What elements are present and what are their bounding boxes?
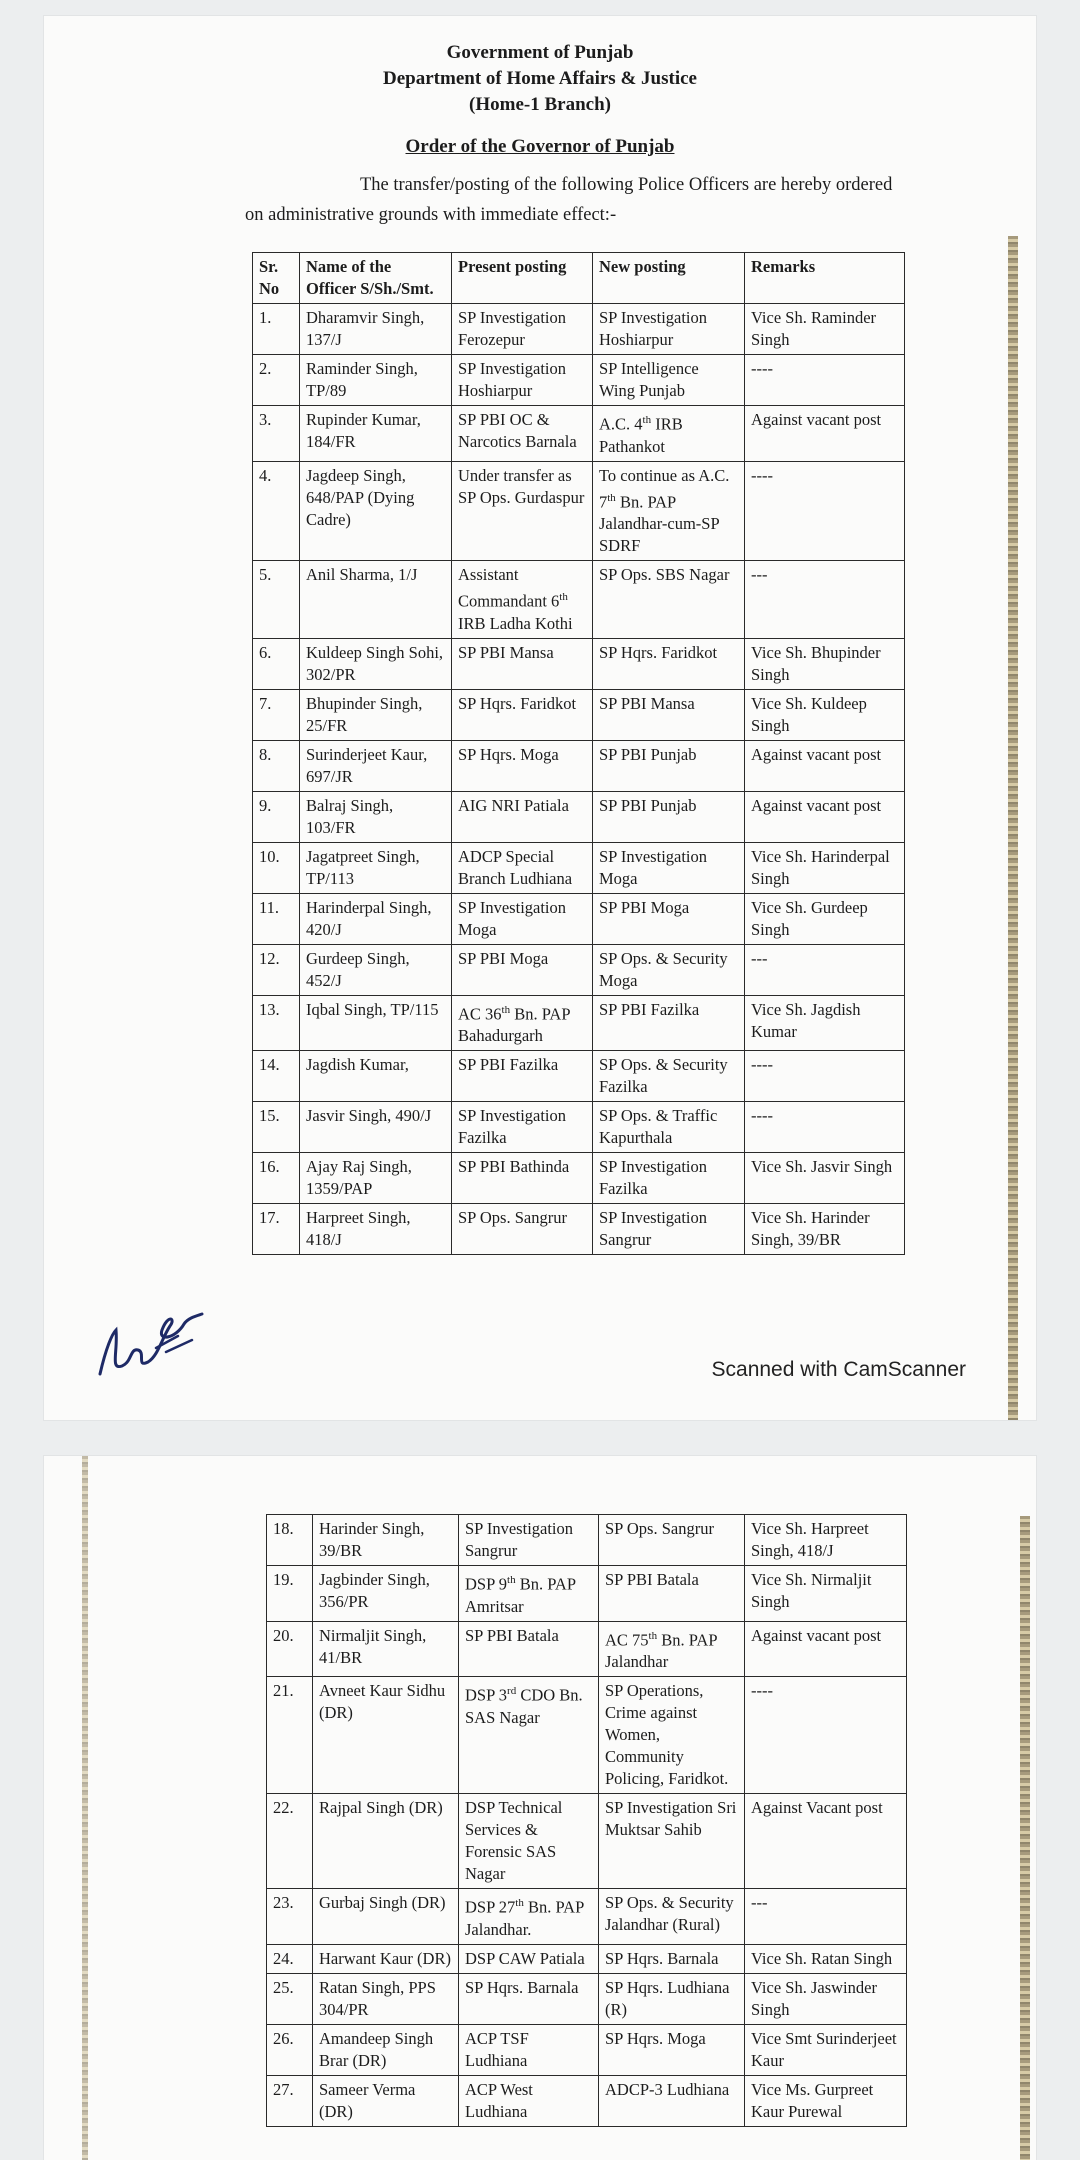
col-header-remarks: Remarks: [745, 253, 905, 304]
cell-present-posting: SP PBI Fazilka: [452, 1051, 593, 1102]
cell-new-posting: SP PBI Moga: [593, 893, 745, 944]
cell-sr: 5.: [253, 561, 300, 639]
cell-officer-name: Ajay Raj Singh, 1359/PAP: [300, 1153, 452, 1204]
cell-new-posting: SP Ops. & Security Jalandhar (Rural): [599, 1889, 745, 1945]
cell-new-posting: SP Intelligence Wing Punjab: [593, 355, 745, 406]
order-title: Order of the Governor of Punjab: [405, 136, 675, 157]
cell-present-posting: SP Investigation Ferozepur: [452, 304, 593, 355]
table-row: [253, 944, 905, 995]
cell-officer-name: Anil Sharma, 1/J: [300, 561, 452, 639]
cell-new-posting: SP Hqrs. Faridkot: [593, 638, 745, 689]
cell-remarks: Against vacant post: [745, 406, 905, 462]
cell-officer-name: Sameer Verma (DR): [313, 2075, 459, 2126]
table-row: [267, 1944, 907, 1973]
cell-present-posting: DSP CAW Patiala: [459, 1944, 599, 1973]
cell-present-posting: SP Investigation Fazilka: [452, 1102, 593, 1153]
cell-present-posting: SP Hqrs. Barnala: [459, 1973, 599, 2024]
cell-present-posting: SP PBI Moga: [452, 944, 593, 995]
table-row: [267, 1973, 907, 2024]
cell-remarks: Vice Sh. Gurdeep Singh: [745, 893, 905, 944]
cell-officer-name: Ratan Singh, PPS 304/PR: [313, 1973, 459, 2024]
scan-edge-strip: [1020, 1516, 1030, 2160]
cell-present-posting: ACP TSF Ludhiana: [459, 2024, 599, 2075]
cell-remarks: Vice Sh. Harpreet Singh, 418/J: [745, 1515, 907, 1566]
scan-edge-strip-left: [82, 1456, 88, 2160]
cell-officer-name: Bhupinder Singh, 25/FR: [300, 689, 452, 740]
cell-sr: 12.: [253, 944, 300, 995]
cell-sr: 21.: [267, 1677, 313, 1794]
cell-new-posting: SP PBI Batala: [599, 1566, 745, 1622]
cell-present-posting: Under transfer as SP Ops. Gurdaspur: [452, 461, 593, 561]
cell-present-posting: SP Hqrs. Faridkot: [452, 689, 593, 740]
cell-remarks: Vice Sh. Jaswinder Singh: [745, 1973, 907, 2024]
cell-officer-name: Iqbal Singh, TP/115: [300, 995, 452, 1051]
cell-sr: 27.: [267, 2075, 313, 2126]
table-row: [267, 1794, 907, 1889]
cell-present-posting: ADCP Special Branch Ludhiana: [452, 842, 593, 893]
cell-remarks: Vice Sh. Harinder Singh, 39/BR: [745, 1204, 905, 1255]
cell-officer-name: Harinderpal Singh, 420/J: [300, 893, 452, 944]
cell-remarks: ---: [745, 944, 905, 995]
cell-remarks: Vice Sh. Kuldeep Singh: [745, 689, 905, 740]
table-row: [253, 893, 905, 944]
cell-present-posting: DSP 27th Bn. PAP Jalandhar.: [459, 1889, 599, 1945]
cell-officer-name: Kuldeep Singh Sohi, 302/PR: [300, 638, 452, 689]
table-row: [253, 1051, 905, 1102]
table-row: [253, 1153, 905, 1204]
cell-remarks: Vice Smt Surinderjeet Kaur: [745, 2024, 907, 2075]
cell-present-posting: SP PBI Mansa: [452, 638, 593, 689]
cell-officer-name: Rajpal Singh (DR): [313, 1794, 459, 1889]
cell-sr: 19.: [267, 1566, 313, 1622]
cell-officer-name: Rupinder Kumar, 184/FR: [300, 406, 452, 462]
cell-sr: 16.: [253, 1153, 300, 1204]
cell-remarks: Vice Sh. Jasvir Singh: [745, 1153, 905, 1204]
cell-present-posting: SP Ops. Sangrur: [452, 1204, 593, 1255]
table-row: [253, 561, 905, 639]
cell-new-posting: SP PBI Punjab: [593, 740, 745, 791]
table-row: [253, 406, 905, 462]
cell-new-posting: A.C. 4th IRB Pathankot: [593, 406, 745, 462]
table-row: [253, 1102, 905, 1153]
cell-sr: 22.: [267, 1794, 313, 1889]
cell-officer-name: Jagdish Kumar,: [300, 1051, 452, 1102]
cell-present-posting: DSP 9th Bn. PAP Amritsar: [459, 1566, 599, 1622]
table-row: [267, 2075, 907, 2126]
cell-remarks: ----: [745, 461, 905, 561]
cell-remarks: Against vacant post: [745, 740, 905, 791]
cell-remarks: ----: [745, 1677, 907, 1794]
cell-officer-name: Jagdeep Singh, 648/PAP (Dying Cadre): [300, 461, 452, 561]
intro-line-2: on administrative grounds with immediate effect:-: [245, 205, 617, 225]
cell-new-posting: SP Investigation Hoshiarpur: [593, 304, 745, 355]
cell-present-posting: SP PBI Batala: [459, 1621, 599, 1677]
table-row: [267, 2024, 907, 2075]
table-row: [253, 461, 905, 561]
cell-new-posting: SP PBI Mansa: [593, 689, 745, 740]
cell-sr: 6.: [253, 638, 300, 689]
signature-mark: [92, 1278, 212, 1388]
cell-sr: 7.: [253, 689, 300, 740]
col-header-new: New posting: [593, 253, 745, 304]
cell-officer-name: Nirmaljit Singh, 41/BR: [313, 1621, 459, 1677]
cell-new-posting: SP Operations, Crime against Women, Community Policing, Faridkot.: [599, 1677, 745, 1794]
cell-remarks: Vice Sh. Bhupinder Singh: [745, 638, 905, 689]
table-row: [253, 740, 905, 791]
table-row: [253, 791, 905, 842]
cell-remarks: ---: [745, 1889, 907, 1945]
cell-sr: 17.: [253, 1204, 300, 1255]
cell-officer-name: Harwant Kaur (DR): [313, 1944, 459, 1973]
cell-sr: 9.: [253, 791, 300, 842]
table-row: [267, 1621, 907, 1677]
cell-officer-name: Jagbinder Singh, 356/PR: [313, 1566, 459, 1622]
cell-officer-name: Surinderjeet Kaur, 697/JR: [300, 740, 452, 791]
table-row: [253, 1204, 905, 1255]
cell-new-posting: SP Investigation Sangrur: [593, 1204, 745, 1255]
cell-new-posting: AC 75th Bn. PAP Jalandhar: [599, 1621, 745, 1677]
cell-present-posting: SP PBI OC & Narcotics Barnala: [452, 406, 593, 462]
cell-sr: 15.: [253, 1102, 300, 1153]
col-header-present: Present posting: [452, 253, 593, 304]
cell-sr: 1.: [253, 304, 300, 355]
table-header-row: [253, 253, 905, 304]
cell-present-posting: AIG NRI Patiala: [452, 791, 593, 842]
cell-sr: 11.: [253, 893, 300, 944]
intro-line-1: The transfer/posting of the following Police Officers are hereby ordered: [360, 175, 893, 195]
cell-remarks: Against Vacant post: [745, 1794, 907, 1889]
cell-new-posting: SP Ops. & Security Moga: [593, 944, 745, 995]
document-page-2: [44, 1456, 1036, 2160]
cell-present-posting: SP Investigation Sangrur: [459, 1515, 599, 1566]
cell-remarks: ----: [745, 355, 905, 406]
cell-remarks: Vice Sh. Jagdish Kumar: [745, 995, 905, 1051]
header-government: Government of Punjab: [446, 42, 634, 63]
table-row: [253, 304, 905, 355]
table-row: [267, 1677, 907, 1794]
cell-remarks: Vice Sh. Nirmaljit Singh: [745, 1566, 907, 1622]
cell-present-posting: SP Investigation Moga: [452, 893, 593, 944]
cell-remarks: Vice Sh. Raminder Singh: [745, 304, 905, 355]
cell-officer-name: Jagatpreet Singh, TP/113: [300, 842, 452, 893]
cell-sr: 10.: [253, 842, 300, 893]
cell-present-posting: SP Hqrs. Moga: [452, 740, 593, 791]
cell-new-posting: SP Hqrs. Moga: [599, 2024, 745, 2075]
cell-present-posting: SP Investigation Hoshiarpur: [452, 355, 593, 406]
cell-sr: 26.: [267, 2024, 313, 2075]
cell-sr: 18.: [267, 1515, 313, 1566]
cell-sr: 2.: [253, 355, 300, 406]
cell-remarks: Vice Sh. Ratan Singh: [745, 1944, 907, 1973]
cell-officer-name: Harinder Singh, 39/BR: [313, 1515, 459, 1566]
table-row: [267, 1889, 907, 1945]
header-branch: (Home-1 Branch): [469, 94, 611, 115]
cell-remarks: Vice Ms. Gurpreet Kaur Purewal: [745, 2075, 907, 2126]
cell-sr: 8.: [253, 740, 300, 791]
cell-officer-name: Avneet Kaur Sidhu (DR): [313, 1677, 459, 1794]
cell-remarks: ---: [745, 561, 905, 639]
cell-officer-name: Amandeep Singh Brar (DR): [313, 2024, 459, 2075]
table-row: [267, 1566, 907, 1622]
cell-officer-name: Harpreet Singh, 418/J: [300, 1204, 452, 1255]
cell-new-posting: SP Ops. Sangrur: [599, 1515, 745, 1566]
cell-new-posting: SP Investigation Fazilka: [593, 1153, 745, 1204]
table-row: [253, 689, 905, 740]
cell-sr: 3.: [253, 406, 300, 462]
cell-sr: 4.: [253, 461, 300, 561]
posting-table-continued: [266, 1514, 907, 2127]
cell-sr: 14.: [253, 1051, 300, 1102]
table-row: [267, 1515, 907, 1566]
cell-officer-name: Jasvir Singh, 490/J: [300, 1102, 452, 1153]
cell-remarks: Against vacant post: [745, 791, 905, 842]
cell-present-posting: DSP 3rd CDO Bn. SAS Nagar: [459, 1677, 599, 1794]
cell-new-posting: SP Investigation Sri Muktsar Sahib: [599, 1794, 745, 1889]
cell-new-posting: To continue as A.C. 7th Bn. PAP Jalandhar-cum-SP SDRF: [593, 461, 745, 561]
cell-new-posting: SP Ops. & Traffic Kapurthala: [593, 1102, 745, 1153]
cell-officer-name: Raminder Singh, TP/89: [300, 355, 452, 406]
cell-new-posting: SP Ops. SBS Nagar: [593, 561, 745, 639]
cell-sr: 23.: [267, 1889, 313, 1945]
header-department: Department of Home Affairs & Justice: [383, 68, 697, 89]
cell-present-posting: ACP West Ludhiana: [459, 2075, 599, 2126]
cell-officer-name: Dharamvir Singh, 137/J: [300, 304, 452, 355]
cell-sr: 24.: [267, 1944, 313, 1973]
cell-remarks: Vice Sh. Harinderpal Singh: [745, 842, 905, 893]
cell-remarks: ----: [745, 1102, 905, 1153]
cell-present-posting: Assistant Commandant 6th IRB Ladha Kothi: [452, 561, 593, 639]
cell-officer-name: Balraj Singh, 103/FR: [300, 791, 452, 842]
cell-new-posting: SP Investigation Moga: [593, 842, 745, 893]
cell-remarks: ----: [745, 1051, 905, 1102]
cell-remarks: Against vacant post: [745, 1621, 907, 1677]
document-page-1: [44, 16, 1036, 1420]
table-row: [253, 355, 905, 406]
table-row: [253, 842, 905, 893]
cell-officer-name: Gurbaj Singh (DR): [313, 1889, 459, 1945]
cell-new-posting: SP PBI Fazilka: [593, 995, 745, 1051]
cell-sr: 13.: [253, 995, 300, 1051]
col-header-sr: Sr. No: [253, 253, 300, 304]
cell-new-posting: SP Hqrs. Barnala: [599, 1944, 745, 1973]
cell-officer-name: Gurdeep Singh, 452/J: [300, 944, 452, 995]
scan-edge-strip: [1008, 236, 1018, 1420]
posting-table: [252, 252, 905, 1255]
table-row: [253, 638, 905, 689]
cell-sr: 20.: [267, 1621, 313, 1677]
cell-new-posting: ADCP-3 Ludhiana: [599, 2075, 745, 2126]
col-header-name: Name of the Officer S/Sh./Smt.: [300, 253, 452, 304]
cell-new-posting: SP PBI Punjab: [593, 791, 745, 842]
cell-present-posting: SP PBI Bathinda: [452, 1153, 593, 1204]
cell-present-posting: DSP Technical Services & Forensic SAS Nagar: [459, 1794, 599, 1889]
cell-present-posting: AC 36th Bn. PAP Bahadurgarh: [452, 995, 593, 1051]
cell-sr: 25.: [267, 1973, 313, 2024]
table-row: [253, 995, 905, 1051]
cell-new-posting: SP Hqrs. Ludhiana (R): [599, 1973, 745, 2024]
scanner-watermark: Scanned with CamScanner: [711, 1358, 966, 1381]
cell-new-posting: SP Ops. & Security Fazilka: [593, 1051, 745, 1102]
